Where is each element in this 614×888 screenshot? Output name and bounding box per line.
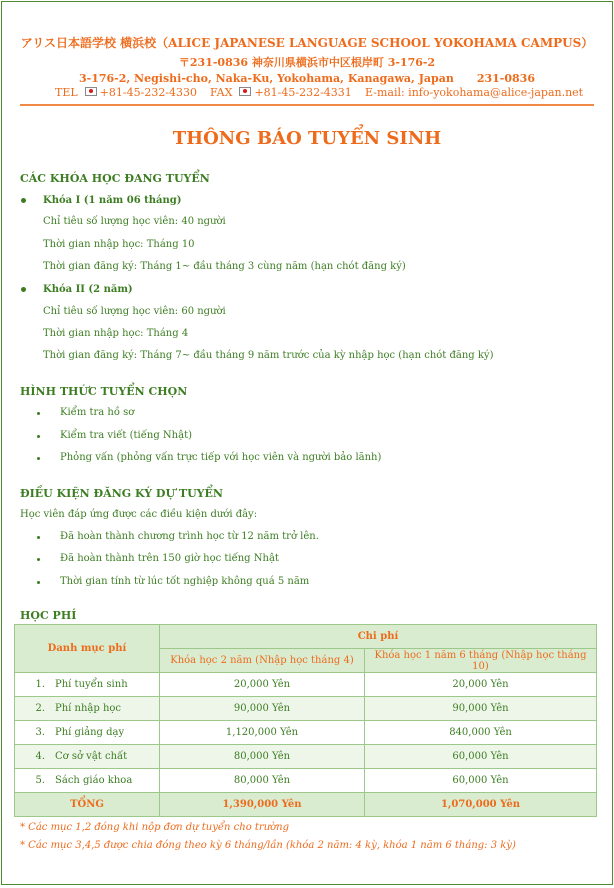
fee-2yr-cell: 90,000 Yên <box>160 697 365 721</box>
fax-line <box>210 86 352 99</box>
row-number: 4. <box>35 751 45 762</box>
selection-item: Phỏng vấn (phỏng vấn trực tiếp với học viên và người bảo lãnh) <box>60 452 382 463</box>
conditions-heading: ĐIỀU KIỆN ĐĂNG KÝ DỰ TUYỂN <box>20 487 223 500</box>
fee-name: Phí nhập học <box>55 703 122 714</box>
selection-item: Kiểm tra hồ sơ <box>60 407 135 418</box>
course-1-quota: Chỉ tiêu số lượng học viên: 40 người <box>43 216 226 227</box>
fee-1yr6m-cell: 90,000 Yên <box>365 697 597 721</box>
header-divider <box>20 104 594 106</box>
course-2-registration: Thời gian đăng ký: Tháng 7~ đầu tháng 9 năm trước của kỳ nhập học (hạn chót đăng ký) <box>43 350 494 361</box>
col-2yr-header: Khóa học 2 năm (Nhập học tháng 4) <box>160 649 365 673</box>
tel-label: TEL <box>55 86 78 99</box>
selection-item: Kiểm tra viết (tiếng Nhật) <box>60 430 192 441</box>
page-title: THÔNG BÁO TUYỂN SINH <box>172 128 442 149</box>
email[interactable]: E-mail: info-yokohama@alice-japan.net <box>365 86 584 99</box>
fee-name: Phí giảng dạy <box>55 727 125 738</box>
fee-note-1: * Các mục 1,2 đóng khi nộp đơn dự tuyển cho trường <box>20 822 289 833</box>
address-jp: 〒231-0836 神奈川県横浜市中区根岸町 3-176-2 <box>178 56 436 69</box>
row-number: 2. <box>35 703 45 714</box>
bullet-icon <box>37 412 40 415</box>
bullet-icon <box>21 198 26 203</box>
fees-heading: HỌC PHÍ <box>20 609 77 622</box>
fee-2yr-cell: 20,000 Yên <box>160 673 365 697</box>
tel-number: +81-45-232-4330 <box>99 86 198 99</box>
bullet-icon <box>37 536 40 539</box>
condition-item: Thời gian tính từ lúc tốt nghiệp không quá 5 năm <box>60 576 310 587</box>
fee-2yr-cell: 80,000 Yên <box>160 745 365 769</box>
japan-flag-icon <box>239 87 251 96</box>
table-row <box>15 673 597 697</box>
fee-name-cell <box>15 769 160 793</box>
row-number: 1. <box>35 679 45 690</box>
bullet-icon <box>37 435 40 438</box>
total-2yr: 1,390,000 Yên <box>160 793 365 817</box>
total-1yr6m: 1,070,000 Yên <box>365 793 597 817</box>
fee-note-2: * Các mục 3,4,5 được chia đóng theo kỳ 6 tháng/lần (khóa 2 năm: 4 kỳ, khóa 1 năm 6 tháng: 3 kỳ) <box>20 840 516 851</box>
row-number: 5. <box>35 775 45 786</box>
fee-name-cell <box>15 745 160 769</box>
course-2-name: Khóa II (2 năm) <box>43 284 133 295</box>
address-en: 3-176-2, Negishi-cho, Naka-Ku, Yokohama, Kanagawa, Japan 231-0836 <box>79 72 535 85</box>
course-2-intake: Thời gian nhập học: Tháng 4 <box>43 328 189 339</box>
fee-2yr-cell: 80,000 Yên <box>160 769 365 793</box>
condition-item: Đã hoàn thành chương trình học từ 12 năm trở lên. <box>60 531 319 542</box>
fee-name: Phí tuyển sinh <box>55 679 128 690</box>
fee-1yr6m-cell: 20,000 Yên <box>365 673 597 697</box>
fee-1yr6m-cell: 840,000 Yên <box>365 721 597 745</box>
bullet-icon <box>21 287 26 292</box>
table-row <box>15 721 597 745</box>
col-fee-header: Chi phí <box>160 625 597 649</box>
fee-name: Sách giáo khoa <box>55 775 133 786</box>
conditions-intro: Học viên đáp ứng được các điều kiện dưới đây: <box>20 509 258 520</box>
total-row <box>15 793 597 817</box>
course-2-quota: Chỉ tiêu số lượng học viên: 60 người <box>43 306 226 317</box>
fax-number: +81-45-232-4331 <box>254 86 352 99</box>
bullet-icon <box>37 457 40 460</box>
fee-name-cell <box>15 673 160 697</box>
fee-1yr6m-cell: 60,000 Yên <box>365 745 597 769</box>
course-1-name: Khóa I (1 năm 06 tháng) <box>43 195 182 206</box>
tel-line <box>55 86 197 99</box>
row-number: 3. <box>35 727 45 738</box>
table-row <box>15 769 597 793</box>
selection-heading: HÌNH THỨC TUYỂN CHỌN <box>20 385 188 398</box>
course-1-intake: Thời gian nhập học: Tháng 10 <box>43 239 195 250</box>
courses-heading: CÁC KHÓA HỌC ĐANG TUYỂN <box>20 172 210 185</box>
fees-table <box>14 624 597 817</box>
col-category-header: Danh mục phí <box>15 625 160 673</box>
document-page <box>1 1 613 885</box>
school-name: アリス日本語学校 横浜校（ALICE JAPANESE LANGUAGE SCHOOL YOKOHAMA CAMPUS） <box>20 36 594 50</box>
japan-flag-icon <box>85 87 97 96</box>
fee-1yr6m-cell: 60,000 Yên <box>365 769 597 793</box>
bullet-icon <box>37 581 40 584</box>
course-1-registration: Thời gian đăng ký: Tháng 1~ đầu tháng 3 cùng năm (hạn chót đăng ký) <box>43 261 406 272</box>
table-row <box>15 745 597 769</box>
bullet-icon <box>37 558 40 561</box>
fee-name-cell <box>15 697 160 721</box>
fee-name-cell <box>15 721 160 745</box>
fee-2yr-cell: 1,120,000 Yên <box>160 721 365 745</box>
table-row <box>15 697 597 721</box>
total-label: TỔNG <box>15 793 160 817</box>
fee-name: Cơ sở vật chất <box>55 751 128 762</box>
col-1yr6m-header: Khóa học 1 năm 6 tháng (Nhập học tháng 10) <box>365 649 597 673</box>
fax-label: FAX <box>210 86 233 99</box>
condition-item: Đã hoàn thành trên 150 giờ học tiếng Nhật <box>60 553 279 564</box>
